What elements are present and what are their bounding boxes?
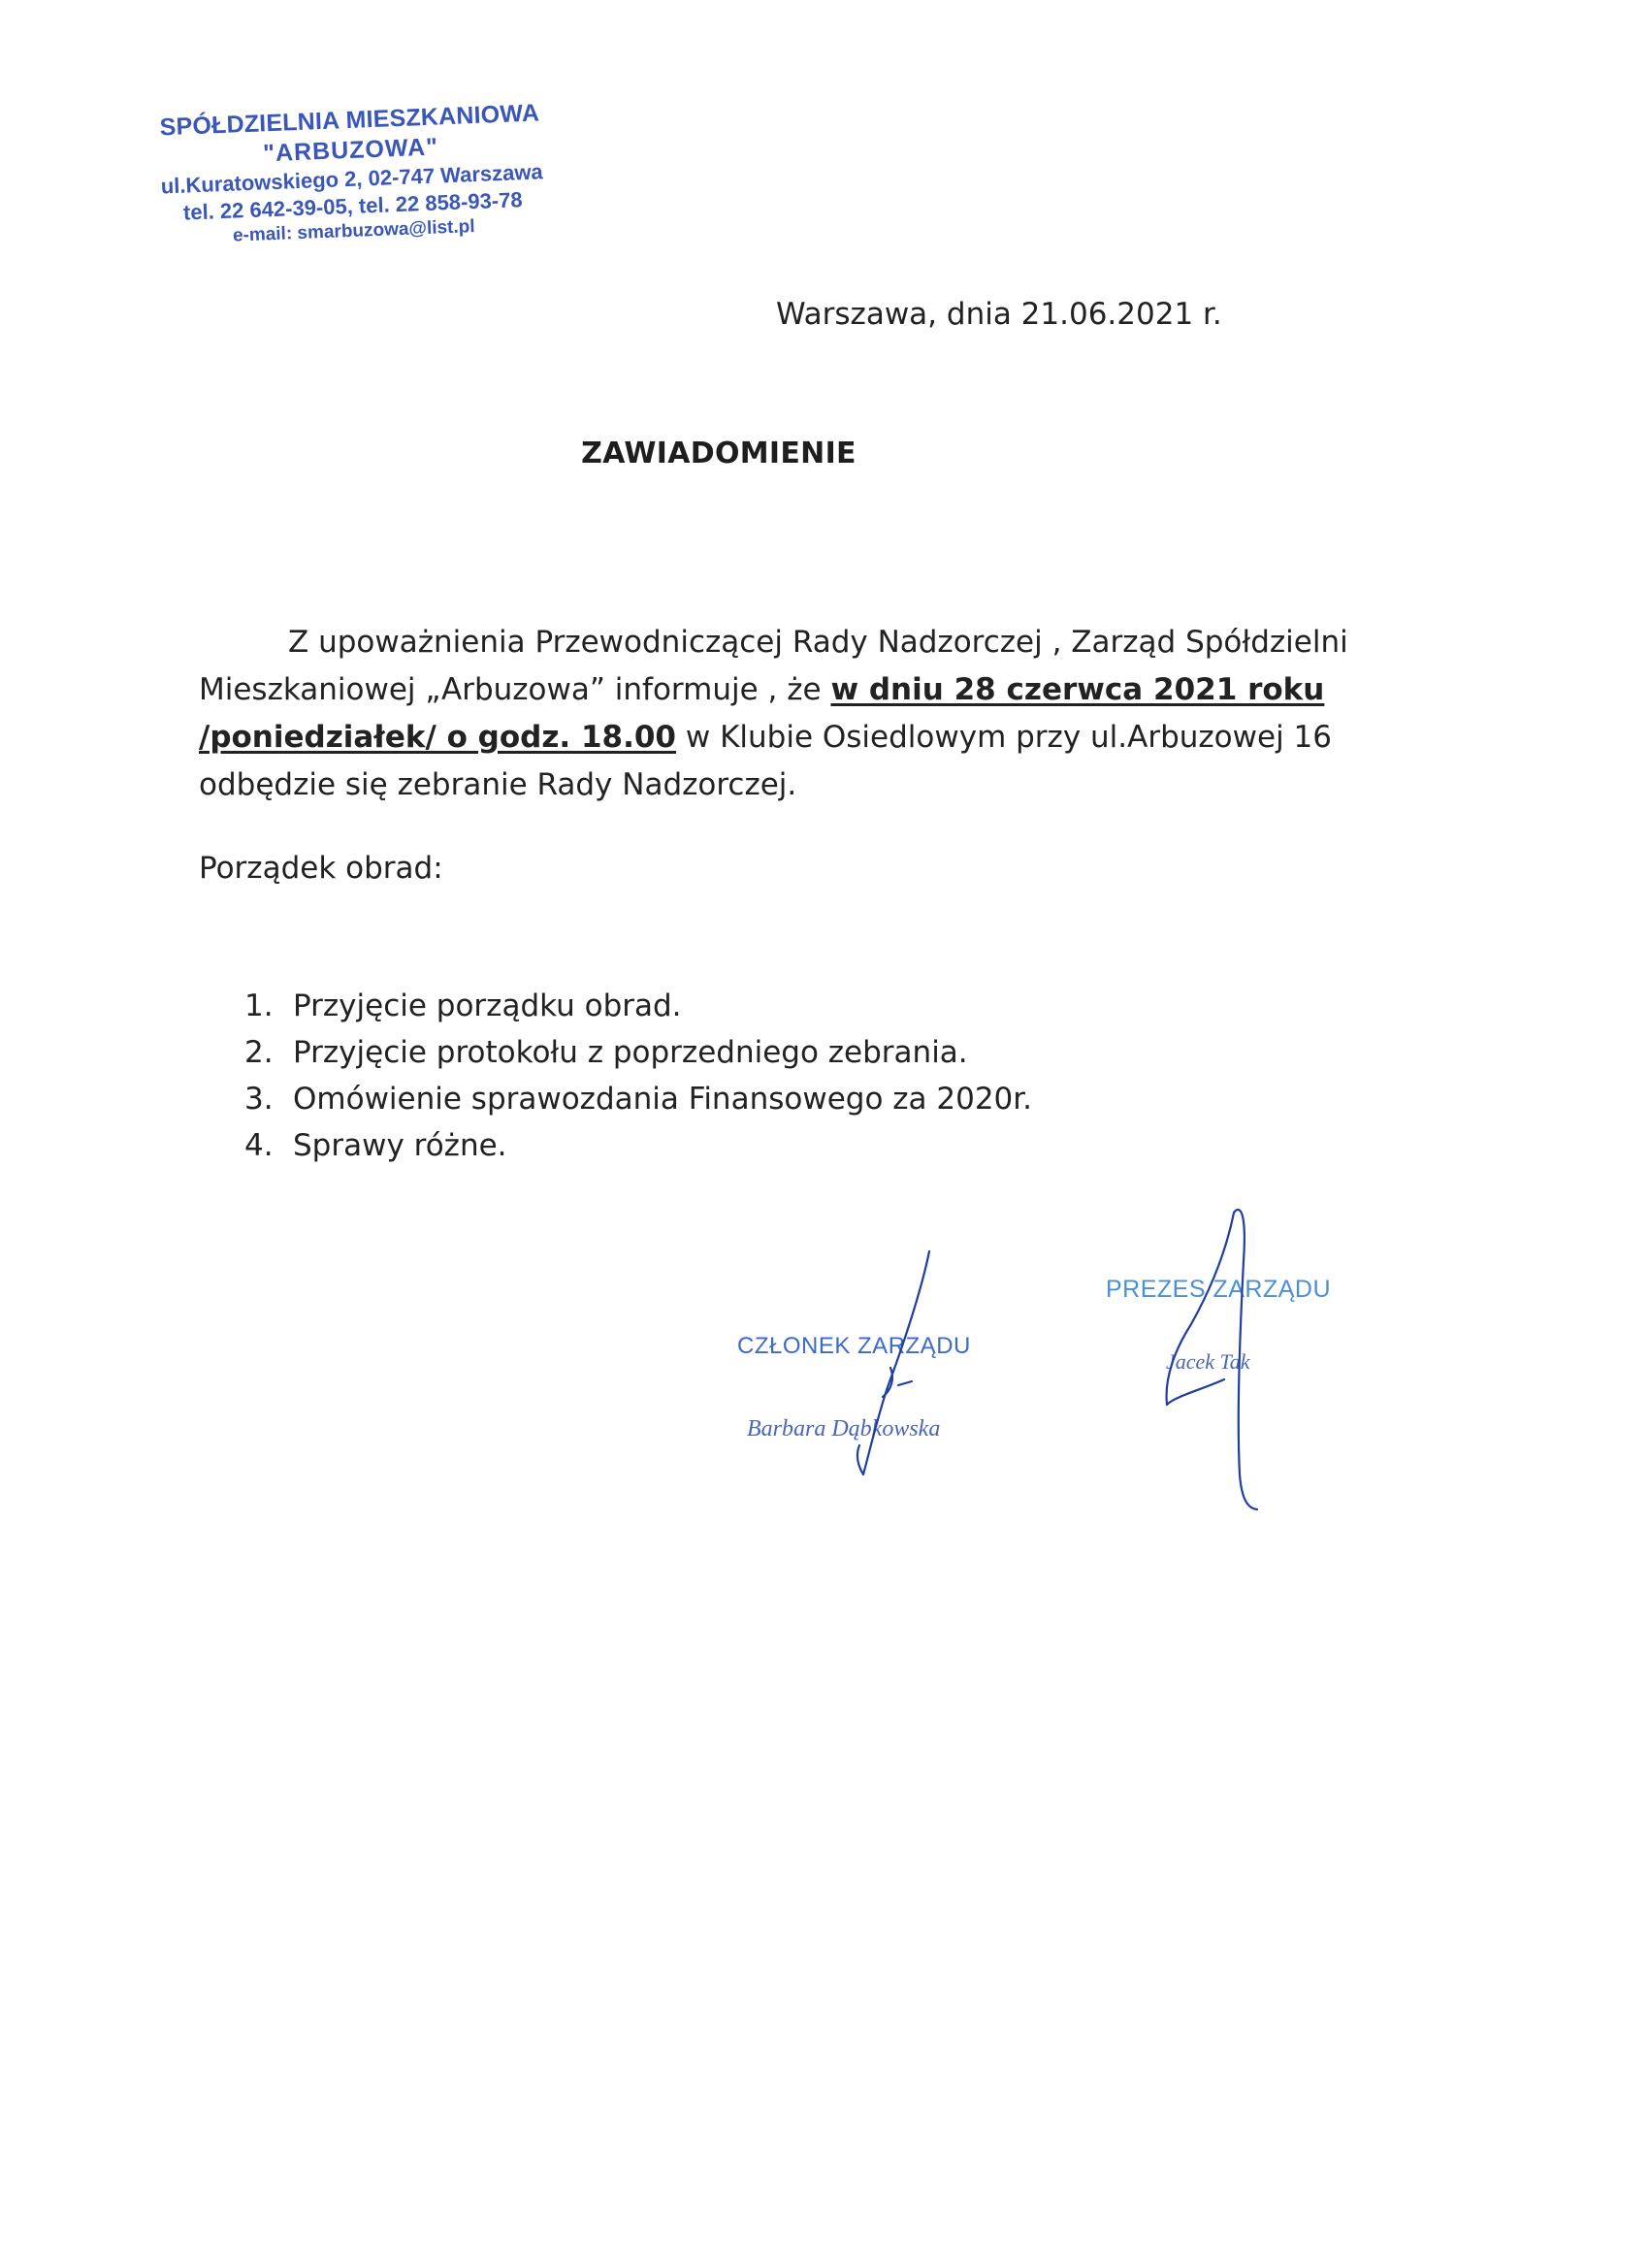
agenda-item-number: 4.	[244, 1128, 274, 1163]
notice-text-end: w Klubie Osiedlowym przy ul.Arbuzowej 16 odbędzie się zebranie Rady Nadzorczej.	[199, 720, 1332, 802]
agenda-item-text: Omówienie sprawozdania Finansowego za 2020r.	[293, 1082, 1033, 1117]
stamp-line-subname: "ARBUZOWA"	[262, 133, 439, 168]
agenda-list	[244, 983, 1032, 1169]
agenda-item	[244, 1076, 1032, 1122]
agenda-item	[244, 1029, 1032, 1076]
agenda-item-text: Przyjęcie protokołu z poprzedniego zebrania.	[293, 1035, 968, 1070]
president-name: Jacek Tak	[1166, 1349, 1250, 1374]
agenda-item-text: Sprawy różne.	[293, 1128, 507, 1163]
notice-paragraph	[199, 619, 1348, 809]
board-member-name: Barbara Dąbkowska	[747, 1416, 941, 1442]
cooperative-header-stamp	[146, 99, 558, 250]
notice-text-start: Z upoważnienia Przewodniczącej Rady Nadzorczej , Zarząd Spółdzielni Mieszkaniowej „Arbuzowa” informuje , że	[199, 625, 1348, 707]
board-member-role: CZŁONEK ZARZĄDU	[737, 1333, 971, 1359]
president-role: PREZES ZARZĄDU	[1106, 1276, 1332, 1303]
place-and-date: Warszawa, dnia 21.06.2021 r.	[776, 297, 1222, 332]
stamp-line-name: SPÓŁDZIELNIA MIESZKANIOWA	[159, 99, 540, 142]
board-member-signature-stamp	[737, 1333, 971, 1442]
document-title: ZAWIADOMIENIE	[581, 437, 857, 470]
president-signature-stamp	[1106, 1276, 1332, 1374]
agenda-heading: Porządek obrad:	[199, 851, 443, 886]
agenda-item	[244, 1122, 1032, 1169]
agenda-item-text: Przyjęcie porządku obrad.	[293, 988, 682, 1023]
agenda-item-number: 2.	[244, 1035, 274, 1070]
stamp-line-phone: tel. 22 642-39-05, tel. 22 858-93-78	[182, 187, 524, 225]
agenda-item-number: 3.	[244, 1082, 274, 1117]
agenda-item-number: 1.	[244, 988, 274, 1023]
stamp-line-email: e-mail: smarbuzowa@list.pl	[232, 216, 475, 246]
agenda-item	[244, 983, 1032, 1029]
stamp-line-address: ul.Kuratowskiego 2, 02-747 Warszawa	[160, 159, 544, 199]
meeting-date-time: w dniu 28 czerwca 2021 roku /poniedziałek/ o godz. 18.00	[199, 672, 1325, 755]
